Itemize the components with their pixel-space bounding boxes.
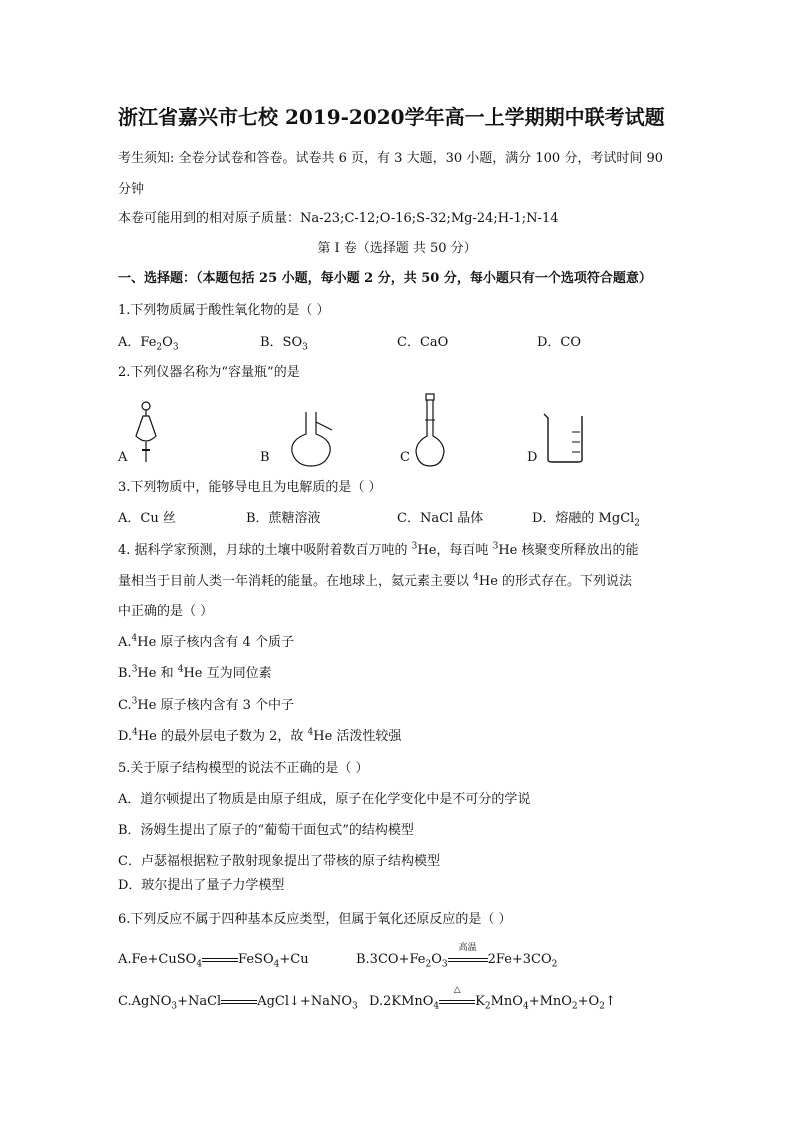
beaker-image bbox=[542, 412, 586, 464]
question-3-stem: 3.下列物质中，能够导电且为电解质的是（ ） bbox=[118, 480, 382, 495]
question-3-option-d: D．熔融的 MgCl$_2$ bbox=[532, 511, 641, 529]
question-1-stem: 1.下列物质属于酸性氧化物的是（ ） bbox=[118, 303, 330, 318]
exam-notice: 考生须知: 全卷分试卷和答卷。试卷共 6 页，有 3 大题，30 小题，满分 100 分，考试时间 90 bbox=[118, 151, 664, 166]
question-2-stem: 2.下列仪器名称为“容量瓶”的是 bbox=[118, 365, 300, 380]
apparatus-label-b: B bbox=[260, 450, 270, 465]
question-4-stem-line-1: 4. 据科学家预测，月球的土壤中吸附着数百万吨的 $^3$He，每百吨 $^3$He 核聚变所释放出的能 bbox=[118, 541, 639, 558]
question-6-option-c: C.AgNO$_3$+NaCl AgCl↓+NaNO$_3$ bbox=[118, 994, 358, 1012]
distillation-flask-image bbox=[286, 410, 336, 468]
atomic-masses: 本卷可能用到的相对原子质量：Na-23;C-12;O-16;S-32;Mg-24;H-1;N-14 bbox=[118, 211, 559, 226]
question-6-stem: 6.下列反应不属于四种基本反应类型，但属于氧化还原反应的是（ ） bbox=[118, 912, 512, 927]
question-4-stem-line-3: 中正确的是（ ） bbox=[118, 604, 214, 619]
apparatus-label-a: A bbox=[118, 450, 128, 465]
apparatus-label-d: D bbox=[527, 450, 538, 465]
volume-title: 第 I 卷（选择题 共 50 分） bbox=[317, 241, 477, 256]
question-6-option-a: A.Fe+CuSO$_4$ FeSO$_4$+Cu bbox=[118, 952, 309, 970]
question-4-option-d: D.$^4$He 的最外层电子数为 2，故 $^4$He 活泼性较强 bbox=[118, 727, 402, 744]
question-4-option-c: C.$^3$He 原子核内含有 3 个中子 bbox=[118, 696, 295, 713]
question-6-option-b: $B.3CO+Fe_2O_3$ 高温 $2Fe+3CO_2$ bbox=[356, 942, 558, 970]
question-5-stem: 5.关于原子结构模型的说法不正确的是（ ） bbox=[118, 761, 369, 776]
question-1-option-b: B．$SO_3$ bbox=[260, 335, 308, 353]
page-title: 浙江省嘉兴市七校 2019-2020学年高一上学期期中联考试题 bbox=[118, 105, 665, 129]
question-5-option-a: A．道尔顿提出了物质是由原子组成，原子在化学变化中是不可分的学说 bbox=[118, 792, 531, 807]
question-5-option-c: C．卢瑟福根据粒子散射现象提出了带核的原子结构模型 bbox=[118, 854, 440, 869]
equals-sign bbox=[202, 955, 238, 965]
question-4-option-b: B.$^3$He 和 $^4$He 互为同位素 bbox=[118, 664, 272, 681]
question-3-option-c: C．NaCl 晶体 bbox=[397, 511, 484, 526]
question-1-option-c: C．CaO bbox=[397, 335, 449, 350]
equals-sign bbox=[221, 997, 257, 1007]
exam-notice-continued: 分钟 bbox=[118, 182, 145, 197]
question-1-option-a: A．$Fe_2O_3$ bbox=[118, 335, 179, 353]
question-5-option-d: D．玻尔提出了量子力学模型 bbox=[118, 878, 285, 893]
apparatus-label-c: C bbox=[400, 450, 410, 465]
separatory-funnel-image bbox=[132, 400, 160, 466]
question-1-option-d: D．CO bbox=[537, 335, 582, 350]
section-heading: 一、选择题：（本题包括 25 小题，每小题 2 分，共 50 分，每小题只有一个选项符合题意） bbox=[118, 271, 652, 286]
question-4-stem-line-2: 量相当于目前人类一年消耗的能量。在地球上，氦元素主要以 $^4$He 的形式存在。下列说法 bbox=[118, 572, 633, 589]
volumetric-flask-image bbox=[412, 392, 448, 468]
question-5-option-b: B．汤姆生提出了原子的“葡萄干面包式”的结构模型 bbox=[118, 823, 414, 838]
question-3-option-a: A．Cu 丝 bbox=[118, 511, 176, 526]
equals-sign: 高温 bbox=[448, 955, 488, 965]
equals-sign: △ bbox=[439, 997, 475, 1007]
question-3-option-b: B．蔗糖溶液 bbox=[246, 511, 321, 526]
question-4-option-a: A.$^4$He 原子核内含有 4 个质子 bbox=[118, 633, 294, 650]
question-6-option-d: D.2KMnO$_4$ △ $K_2MnO_4+MnO_2+O_2↑$ bbox=[369, 984, 616, 1012]
